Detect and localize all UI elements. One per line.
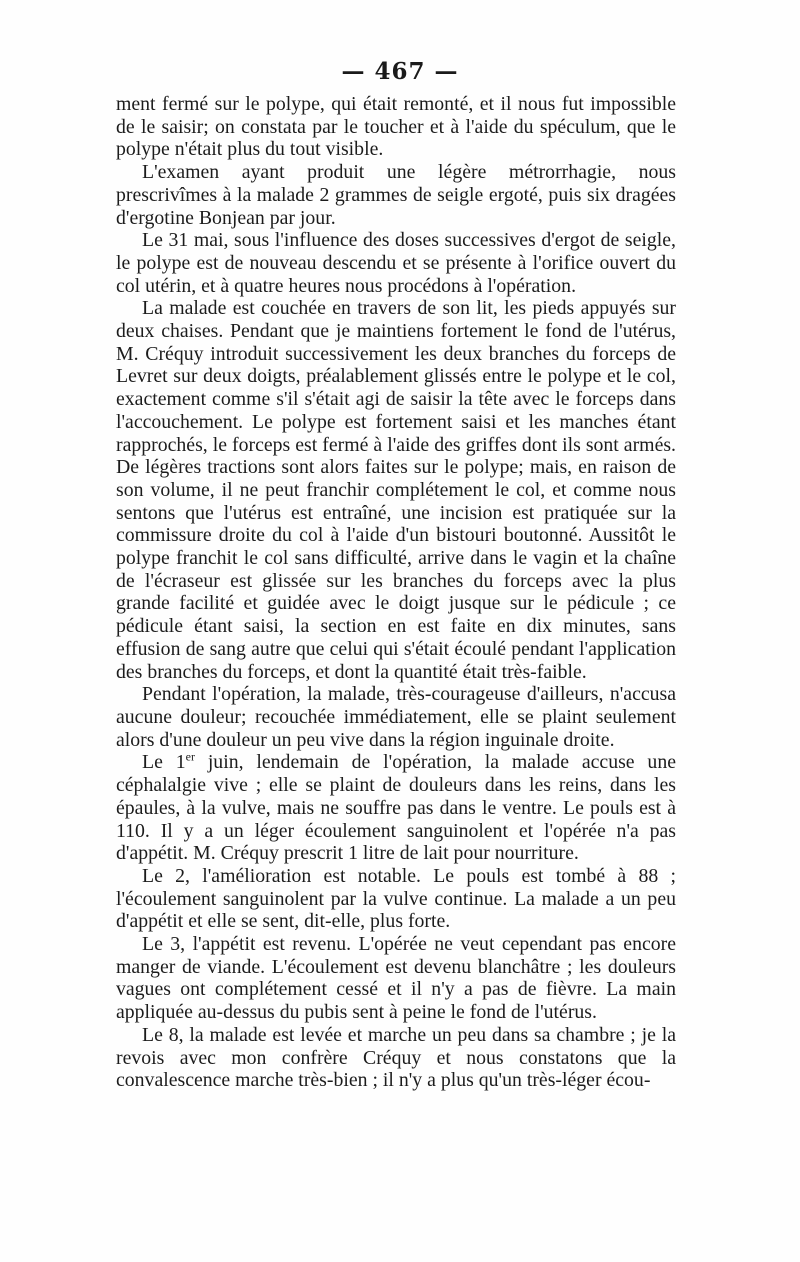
- paragraph-continuation: ment fermé sur le polype, qui était remonté, et il nous fut impossible de le saisir; on constata par le toucher et à l'aide du spéculum, que le polype n'était plus du tout visible.: [116, 93, 676, 161]
- paragraph-le-3: Le 3, l'appétit est revenu. L'opérée ne veut cependant pas encore manger de viande. L'écoulement est devenu blanchâtre ; les douleurs vagues ont complétement cessé et il n'y a pas de fièvre. La main appliquée au-dessus du pubis sent à peine le fond de l'utérus.: [116, 933, 676, 1024]
- paragraph-1er-juin-text: juin, lendemain de l'opération, la malade accuse une céphalalgie vive ; elle se plaint de douleurs dans les reins, dans les épaules, à la vulve, mais ne souffre pas dans le ventre. Le pouls est à 110. Il y a un léger écoulement sanguinolent et l'opérée n'a pas d'appétit. M. Créquy prescrit 1 litre de lait pour nourriture.: [116, 751, 676, 865]
- date-prefix: Le 1: [142, 751, 186, 774]
- body-text: [116, 93, 676, 1092]
- paragraph-le-8: Le 8, la malade est levée et marche un peu dans sa chambre ; je la revois avec mon confrère Créquy et nous constatons que la convalescence marche très-bien ; il n'y a plus qu'un très-léger écou-: [116, 1023, 676, 1092]
- paragraph-operation: La malade est couchée en travers de son lit, les pieds appuyés sur deux chaises. Pendant que je maintiens fortement le fond de l'utérus, M. Créquy introduit successivement les deux branches du forceps de Levret sur deux doigts, préalablement glissés entre le polype et le col, exactement comme s'il s'était agi de saisir la tête avec le forceps dans l'accouchement. Le polype est fortement saisi et les manches étant rapprochés, le forceps est fermé à l'aide des griffes dont ils sont armés. De légères tractions sont alors faites sur le polype; mais, en raison de son volume, il ne peut franchir complétement le col, et comme nous sentons que l'utérus est entraîné, une incision est pratiquée sur la commissure droite du col à l'aide d'un bistouri boutonné. Aussitôt le polype franchit le col sans difficulté, arrive dans le vagin et la chaîne de l'écraseur est glissée sur les branches du forceps avec la plus grande facilité et guidée avec le doigt jusque sur le pédicule ; ce pédicule étant saisi, la section en est faite en dix minutes, sans effusion de sang autre que celui qui s'était écoulé pendant l'application des branches du forceps, et dont la quantité était très-faible.: [116, 297, 676, 683]
- paragraph-1er-juin: [116, 751, 676, 865]
- ordinal-superscript: er: [185, 749, 195, 764]
- paragraph-le-2: Le 2, l'amélioration est notable. Le pouls est tombé à 88 ; l'écoulement sanguinolent par la vulve continue. La malade a un peu d'appétit et elle se sent, dit-elle, plus forte.: [116, 864, 676, 933]
- paragraph-examen: L'examen ayant produit une légère métrorrhagie, nous prescrivîmes à la malade 2 grammes de seigle ergoté, puis six dragées d'ergotine Bonjean par jour.: [116, 161, 676, 229]
- paragraph-31-mai: Le 31 mai, sous l'influence des doses successives d'ergot de seigle, le polype est de nouveau descendu et se présente à l'orifice ouvert du col utérin, et à quatre heures nous procédons à l'opération.: [116, 229, 676, 297]
- page-number: — 467 —: [341, 58, 459, 85]
- paragraph-pendant-operation: Pendant l'opération, la malade, très-courageuse d'ailleurs, n'accusa aucune douleur; recouchée immédiatement, elle se plaint seulement alors d'une douleur un peu vive dans la région inguinale droite.: [116, 683, 676, 751]
